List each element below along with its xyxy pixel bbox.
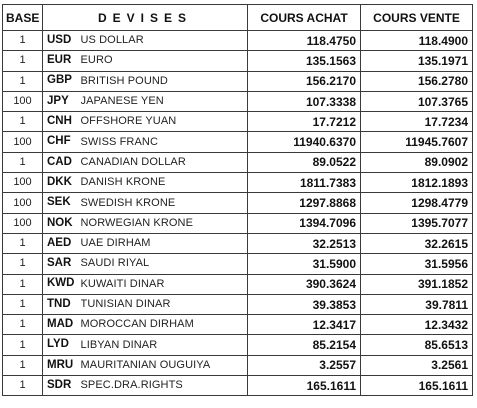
table-row [3,51,473,71]
table-row [3,112,473,132]
base-cell: 100 [3,132,43,152]
cours-vente-cell: 39.7811 [361,294,473,314]
currency-code: DKK [43,173,81,193]
table-row [3,355,473,375]
base-cell: 1 [3,233,43,253]
cours-vente-cell: 1298.4779 [361,193,473,213]
base-cell: 100 [3,193,43,213]
base-cell: 1 [3,112,43,132]
table-row [3,152,473,172]
cours-vente-cell: 156.2780 [361,71,473,91]
table-row [3,335,473,355]
currency-name: SWEDISH KRONE [81,193,248,213]
cours-vente-cell: 135.1971 [361,51,473,71]
cours-vente-cell: 391.1852 [361,274,473,294]
table-row [3,213,473,233]
base-cell: 1 [3,335,43,355]
cours-achat-cell: 32.2513 [248,233,361,253]
table-row [3,254,473,274]
base-cell: 100 [3,213,43,233]
table-row [3,274,473,294]
currency-name: LIBYAN DINAR [81,335,248,355]
currency-name: UAE DIRHAM [81,233,248,253]
base-cell: 1 [3,152,43,172]
table-row [3,91,473,111]
table-row [3,173,473,193]
cours-achat-cell: 135.1563 [248,51,361,71]
currency-code: SEK [43,193,81,213]
currency-name: US DOLLAR [81,31,248,51]
cours-vente-cell: 107.3765 [361,91,473,111]
cours-achat-cell: 1297.8868 [248,193,361,213]
currency-code: EUR [43,51,81,71]
currency-code: SDR [43,376,81,396]
table-body [3,31,473,396]
cours-achat-cell: 156.2170 [248,71,361,91]
currency-name: MAURITANIAN OUGUIYA [81,355,248,375]
currency-code: LYD [43,335,81,355]
base-cell: 1 [3,51,43,71]
cours-vente-cell: 11945.7607 [361,132,473,152]
currency-code: AED [43,233,81,253]
currency-code: KWD [43,274,81,294]
cours-achat-cell: 17.7212 [248,112,361,132]
header-row [3,5,473,31]
cours-achat-cell: 118.4750 [248,31,361,51]
table-row [3,71,473,91]
table-row [3,376,473,396]
cours-vente-cell: 118.4900 [361,31,473,51]
header-cours-achat: COURS ACHAT [248,5,361,31]
currency-code: MRU [43,355,81,375]
cours-achat-cell: 85.2154 [248,335,361,355]
table-row [3,193,473,213]
header-base: BASE [3,5,43,31]
cours-vente-cell: 3.2561 [361,355,473,375]
header-devises: DEVISES [43,5,248,31]
cours-vente-cell: 89.0902 [361,152,473,172]
cours-achat-cell: 107.3338 [248,91,361,111]
currency-code: CHF [43,132,81,152]
cours-achat-cell: 165.1611 [248,376,361,396]
cours-achat-cell: 12.3417 [248,315,361,335]
base-cell: 100 [3,91,43,111]
currency-name: KUWAITI DINAR [81,274,248,294]
currency-code: CNH [43,112,81,132]
cours-achat-cell: 1394.7096 [248,213,361,233]
base-cell: 1 [3,355,43,375]
base-cell: 1 [3,274,43,294]
currency-code: TND [43,294,81,314]
currency-code: USD [43,31,81,51]
cours-achat-cell: 390.3624 [248,274,361,294]
base-cell: 100 [3,173,43,193]
currency-name: MOROCCAN DIRHAM [81,315,248,335]
cours-vente-cell: 12.3432 [361,315,473,335]
cours-vente-cell: 17.7234 [361,112,473,132]
base-cell: 1 [3,254,43,274]
cours-vente-cell: 1812.1893 [361,173,473,193]
currency-name: OFFSHORE YUAN [81,112,248,132]
currency-name: DANISH KRONE [81,173,248,193]
currency-code: SAR [43,254,81,274]
cours-achat-cell: 31.5900 [248,254,361,274]
cours-vente-cell: 1395.7077 [361,213,473,233]
cours-vente-cell: 85.6513 [361,335,473,355]
currency-code: GBP [43,71,81,91]
cours-achat-cell: 39.3853 [248,294,361,314]
currency-name: EURO [81,51,248,71]
exchange-rate-table [2,4,473,396]
currency-name: BRITISH POUND [81,71,248,91]
cours-achat-cell: 3.2557 [248,355,361,375]
currency-name: NORWEGIAN KRONE [81,213,248,233]
header-cours-vente: COURS VENTE [361,5,473,31]
table-row [3,31,473,51]
currency-name: SWISS FRANC [81,132,248,152]
table-row [3,315,473,335]
cours-achat-cell: 11940.6370 [248,132,361,152]
currency-name: SAUDI RIYAL [81,254,248,274]
base-cell: 1 [3,71,43,91]
table-row [3,294,473,314]
cours-achat-cell: 89.0522 [248,152,361,172]
base-cell: 1 [3,31,43,51]
cours-achat-cell: 1811.7383 [248,173,361,193]
base-cell: 1 [3,315,43,335]
cours-vente-cell: 165.1611 [361,376,473,396]
base-cell: 1 [3,294,43,314]
base-cell: 1 [3,376,43,396]
currency-name: SPEC.DRA.RIGHTS [81,376,248,396]
table-row [3,132,473,152]
cours-vente-cell: 31.5956 [361,254,473,274]
currency-name: TUNISIAN DINAR [81,294,248,314]
table-row [3,233,473,253]
currency-code: MAD [43,315,81,335]
currency-code: JPY [43,91,81,111]
currency-name: JAPANESE YEN [81,91,248,111]
currency-code: CAD [43,152,81,172]
currency-name: CANADIAN DOLLAR [81,152,248,172]
currency-code: NOK [43,213,81,233]
cours-vente-cell: 32.2615 [361,233,473,253]
